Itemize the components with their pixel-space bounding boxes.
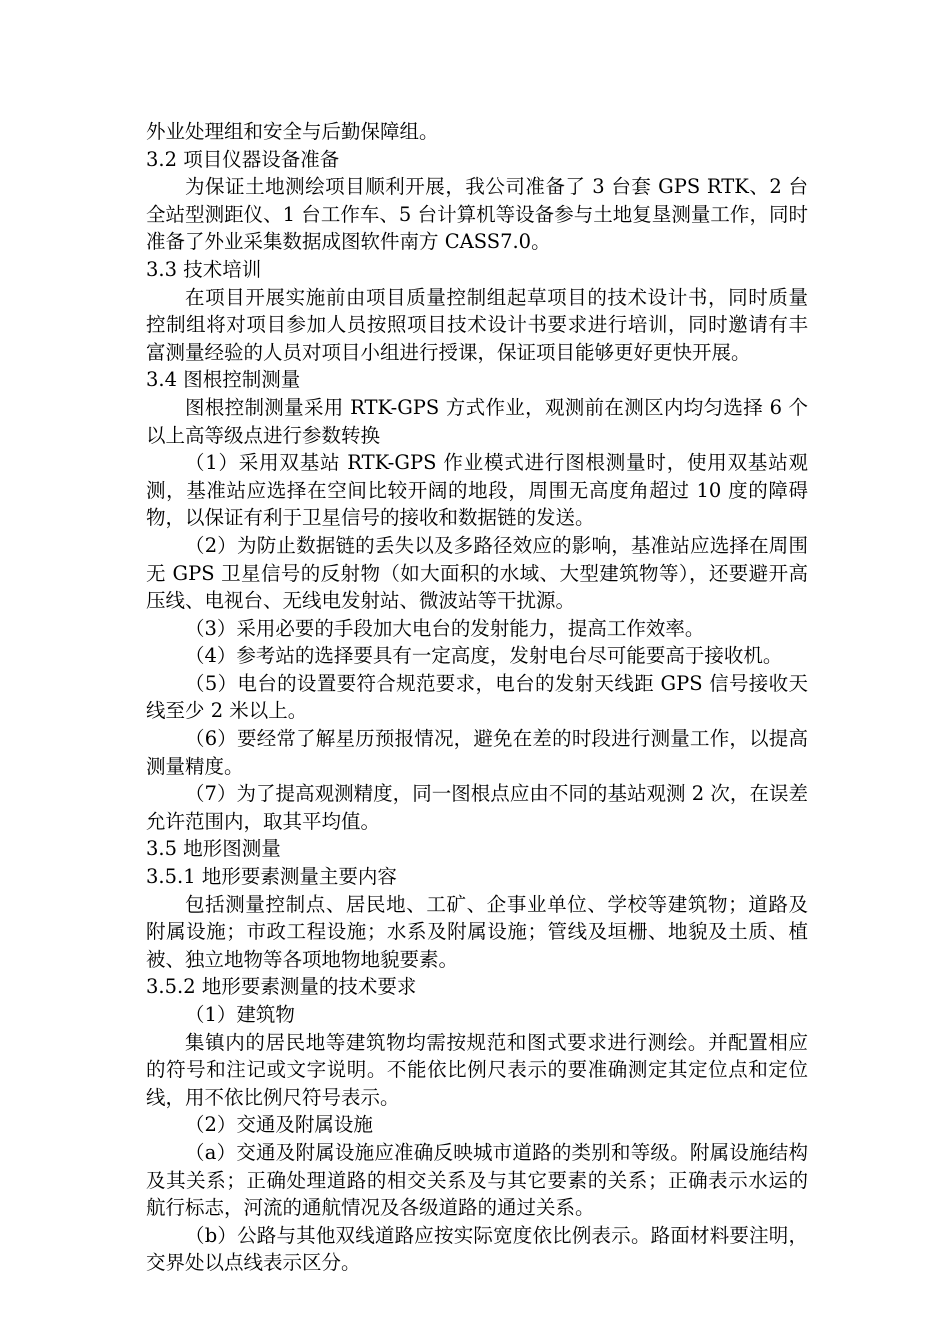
list-item: （5）电台的设置要符合规范要求，电台的发射天线距 GPS 信号接收天线至少 2 米以上。 (146, 671, 808, 723)
list-item: （1）建筑物 (185, 1003, 295, 1026)
subsection-heading: 3.5.2 地形要素测量的技术要求 (146, 975, 417, 999)
section-heading: 3.2 项目仪器设备准备 (146, 147, 340, 171)
body-paragraph: 图根控制测量采用 RTK-GPS 方式作业，观测前在测区内均匀选择 6 个以上高等级点进行参数转换 (146, 395, 808, 447)
section-heading: 3.3 技术培训 (146, 257, 262, 281)
body-paragraph: 为保证土地测绘项目顺利开展，我公司准备了 3 台套 GPS RTK、2 台全站型测距仪、1 台工作车、5 台计算机等设备参与土地复垦测量工作，同时准备了外业采集数据成图软件南方 CASS7.0。 (146, 175, 808, 254)
list-item: （3）采用必要的手段加大电台的发射能力，提高工作效率。 (185, 616, 705, 640)
subsection-heading: 3.5.1 地形要素测量主要内容 (146, 865, 397, 889)
list-item: （1）采用双基站 RTK-GPS 作业模式进行图根测量时，使用双基站观测，基准站应选择在空间比较开阔的地段，周围无高度角超过 10 度的障碍物，以保证有利于卫星信号的接收和数据链的发送。 (146, 451, 808, 530)
list-item: （a）交通及附属设施应准确反映城市道路的类别和等级。附属设施结构及其关系；正确处理道路的相交关系及与其它要素的关系；正确表示水运的航行标志，河流的通航情况及各级道路的通过关系。 (146, 1140, 808, 1220)
list-item: （6）要经常了解星历预报情况，避免在差的时段进行测量工作，以提高测量精度。 (146, 727, 808, 778)
list-item: （7）为了提高观测精度，同一图根点应由不同的基站观测 2 次，在误差允许范围内，取其平均值。 (146, 782, 808, 833)
body-paragraph: 外业处理组和安全与后勤保障组。 (146, 120, 439, 143)
list-item: （b）公路与其他双线道路应按实际宽度依比例表示。路面材料要注明，交界处以点线表示区分。 (146, 1223, 808, 1275)
section-heading: 3.4 图根控制测量 (146, 368, 301, 392)
body-paragraph: 在项目开展实施前由项目质量控制组起草项目的技术设计书，同时质量控制组将对项目参加人员按照项目技术设计书要求进行培训，同时邀请有丰富测量经验的人员对项目小组进行授课，保证项目能够更好更快开展。 (146, 285, 808, 364)
body-paragraph: 集镇内的居民地等建筑物均需按规范和图式要求进行测绘。并配置相应的符号和注记或文字说明。不能依比例尺表示的要准确测定其定位点和定位线，用不依比例尺符号表示。 (146, 1030, 808, 1109)
section-heading: 3.5 地形图测量 (146, 837, 281, 861)
document-body (146, 118, 808, 1277)
list-item: （2）为防止数据链的丢失以及多路径效应的影响，基准站应选择在周围无 GPS 卫星信号的反射物（如大面积的水域、大型建筑物等），还要避开高压线、电视台、无线电发射站、微波站等干扰源。 (146, 533, 808, 613)
body-paragraph: 包括测量控制点、居民地、工矿、企事业单位、学校等建筑物；道路及附属设施；市政工程设施；水系及附属设施；管线及垣栅、地貌及土质、植被、独立地物等各项地物地貌要素。 (146, 892, 808, 971)
list-item: （2）交通及附属设施 (185, 1113, 373, 1137)
list-item: （4）参考站的选择要具有一定高度，发射电台尽可能要高于接收机。 (185, 644, 783, 668)
